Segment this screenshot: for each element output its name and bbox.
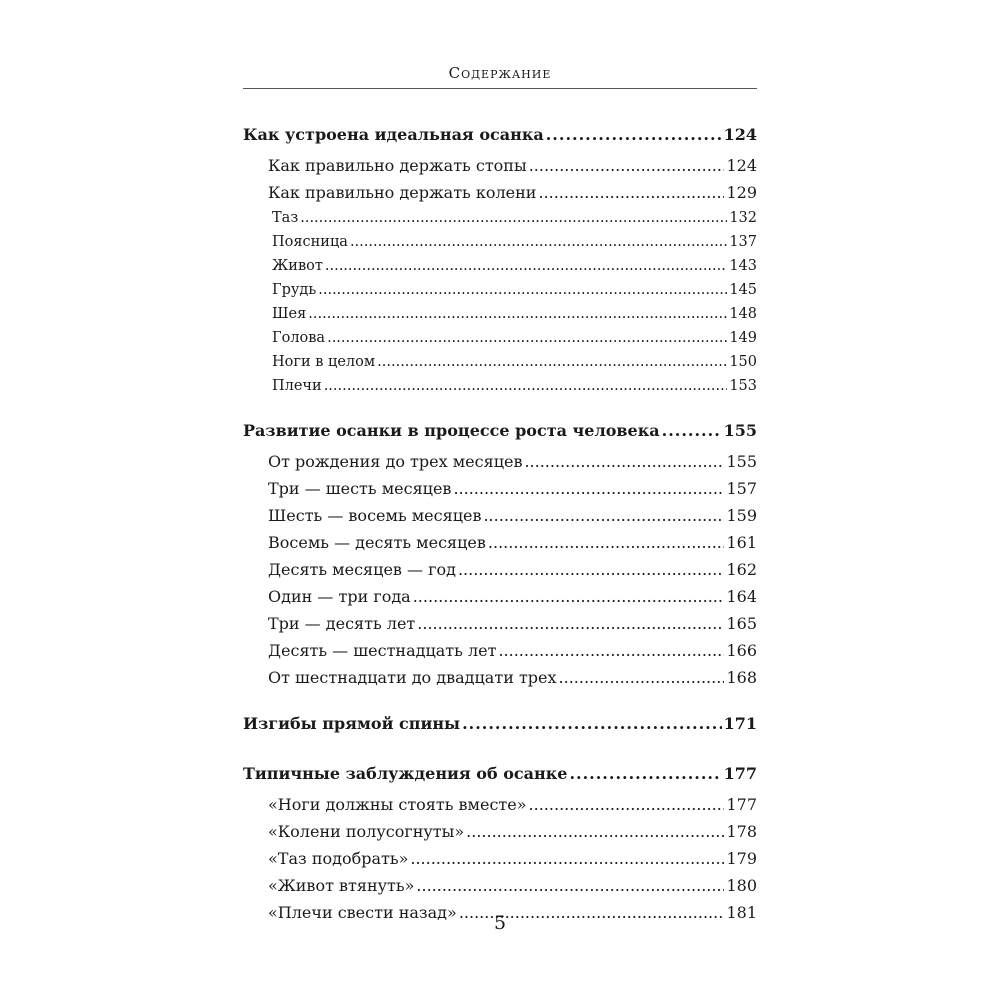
- toc-entry-title: Как правильно держать колени: [268, 183, 537, 202]
- dot-leader: [529, 791, 725, 818]
- dot-leader: [466, 818, 724, 845]
- dot-leader: [488, 529, 725, 556]
- dot-leader: [324, 374, 728, 398]
- toc-entry-page: 155: [723, 421, 757, 440]
- dot-leader: [483, 502, 724, 529]
- running-header-title: Содержание: [448, 64, 552, 82]
- dot-leader: [453, 475, 724, 502]
- dot-leader: [300, 206, 727, 230]
- dot-leader: [318, 278, 727, 302]
- toc-entry-title: Ноги в целом: [272, 354, 376, 370]
- toc-subsection: [243, 818, 757, 845]
- toc-subsection: [243, 791, 757, 818]
- toc-entry-title: Таз: [272, 210, 299, 226]
- toc-entry-page: 159: [726, 506, 757, 525]
- toc-subsection: [243, 278, 757, 302]
- toc-entry-page: 155: [726, 452, 757, 471]
- dot-leader: [413, 583, 725, 610]
- toc-entry-title: Как устроена идеальная осанка: [243, 125, 544, 144]
- dot-leader: [458, 556, 725, 583]
- dot-leader: [498, 637, 724, 664]
- dot-leader: [524, 448, 724, 475]
- toc-subsection: [243, 302, 757, 326]
- section-gap: [243, 741, 757, 757]
- toc-entry-title: Изгибы прямой спины: [243, 714, 461, 733]
- toc-subsection: [243, 556, 757, 583]
- toc-entry-page: 145: [729, 282, 757, 298]
- toc-subsection: [243, 529, 757, 556]
- dot-leader: [327, 326, 727, 350]
- toc-entry-page: 181: [726, 903, 757, 922]
- toc-entry-page: 178: [726, 822, 757, 841]
- dot-leader: [559, 664, 725, 691]
- toc-subsection: [243, 845, 757, 872]
- toc-subsection: [243, 475, 757, 502]
- toc-entry-title: Грудь: [272, 282, 317, 298]
- page-number: 5: [493, 912, 507, 934]
- toc-subsection: [243, 230, 757, 254]
- dot-leader: [462, 707, 722, 741]
- toc-entry-page: 129: [726, 183, 757, 202]
- toc-entry-title: Живот: [272, 258, 323, 274]
- toc-entry-page: 162: [726, 560, 757, 579]
- toc-entry-page: 148: [729, 306, 757, 322]
- dot-leader: [546, 118, 722, 152]
- toc-subsection: [243, 872, 757, 899]
- toc-entry-title: «Плечи свести назад»: [268, 903, 457, 922]
- dot-leader: [569, 757, 721, 791]
- toc-subsection: [243, 502, 757, 529]
- dot-leader: [662, 414, 722, 448]
- toc-section: [243, 757, 757, 791]
- section-gap: [243, 398, 757, 414]
- toc-entry-title: Десять — шестнадцать лет: [268, 641, 497, 660]
- toc-subsection: [243, 206, 757, 230]
- toc-entry-page: 171: [723, 714, 757, 733]
- toc-subsection: [243, 179, 757, 206]
- toc-section: [243, 707, 757, 741]
- toc-entry-page: 177: [726, 795, 757, 814]
- section-gap: [243, 691, 757, 707]
- dot-leader: [416, 872, 724, 899]
- toc-entry-page: 150: [729, 354, 757, 370]
- toc-subsection: [243, 326, 757, 350]
- toc-section: [243, 118, 757, 152]
- toc-section: [243, 414, 757, 448]
- toc-entry-page: 166: [726, 641, 757, 660]
- running-header: [243, 62, 757, 89]
- toc-subsection: [243, 583, 757, 610]
- toc-entry-title: Как правильно держать стопы: [268, 156, 527, 175]
- toc-subsection: [243, 664, 757, 691]
- dot-leader: [410, 845, 724, 872]
- toc-entry-title: Один — три года: [268, 587, 411, 606]
- toc-entry-title: Типичные заблуждения об осанке: [243, 764, 568, 783]
- toc-entry-page: 137: [729, 234, 757, 250]
- toc-entry-page: 168: [726, 668, 757, 687]
- toc-entry-page: 164: [726, 587, 757, 606]
- toc-entry-page: 153: [729, 378, 757, 394]
- toc-entry-title: От рождения до трех месяцев: [268, 452, 523, 471]
- toc-entry-page: 180: [726, 876, 757, 895]
- toc-entry-page: 161: [726, 533, 757, 552]
- toc-entry-title: «Таз подобрать»: [268, 849, 409, 868]
- toc-subsection: [243, 350, 757, 374]
- dot-leader: [417, 610, 724, 637]
- toc-entry-title: Восемь — десять месяцев: [268, 533, 486, 552]
- toc-subsection: [243, 448, 757, 475]
- toc-entry-title: «Ноги должны стоять вместе»: [268, 795, 527, 814]
- toc-entry-page: 124: [726, 156, 757, 175]
- dot-leader: [538, 179, 724, 206]
- toc-entry-title: Шесть — восемь месяцев: [268, 506, 482, 525]
- toc-subsection: [243, 374, 757, 398]
- toc-entry-title: «Живот втянуть»: [268, 876, 415, 895]
- dot-leader: [529, 152, 725, 179]
- toc-entry-title: Голова: [272, 330, 326, 346]
- dot-leader: [308, 302, 727, 326]
- toc-subsection: [243, 610, 757, 637]
- toc-entry-page: 165: [726, 614, 757, 633]
- toc-subsection: [243, 254, 757, 278]
- toc-subsection: [243, 152, 757, 179]
- toc-entry-title: «Колени полусогнуты»: [268, 822, 465, 841]
- toc-entry-page: 157: [726, 479, 757, 498]
- toc-entry-title: От шестнадцати до двадцати трех: [268, 668, 557, 687]
- toc-entry-page: 177: [723, 764, 757, 783]
- toc-entry-title: Десять месяцев — год: [268, 560, 456, 579]
- dot-leader: [350, 230, 727, 254]
- toc-entry-title: Три — шесть месяцев: [268, 479, 452, 498]
- toc-entry-page: 132: [729, 210, 757, 226]
- toc-entry-page: 149: [729, 330, 757, 346]
- toc-entry-page: 124: [723, 125, 757, 144]
- toc-entry-title: Поясница: [272, 234, 348, 250]
- toc-subsection: [243, 637, 757, 664]
- toc-entry-title: Плечи: [272, 378, 322, 394]
- toc-entry-title: Три — десять лет: [268, 614, 416, 633]
- toc-entry-title: Шея: [272, 306, 307, 322]
- toc-entry-title: Развитие осанки в процессе роста человека: [243, 421, 660, 440]
- toc-entry-page: 143: [729, 258, 757, 274]
- dot-leader: [325, 254, 727, 278]
- toc-entry-page: 179: [726, 849, 757, 868]
- table-of-contents: [243, 118, 757, 926]
- dot-leader: [377, 350, 727, 374]
